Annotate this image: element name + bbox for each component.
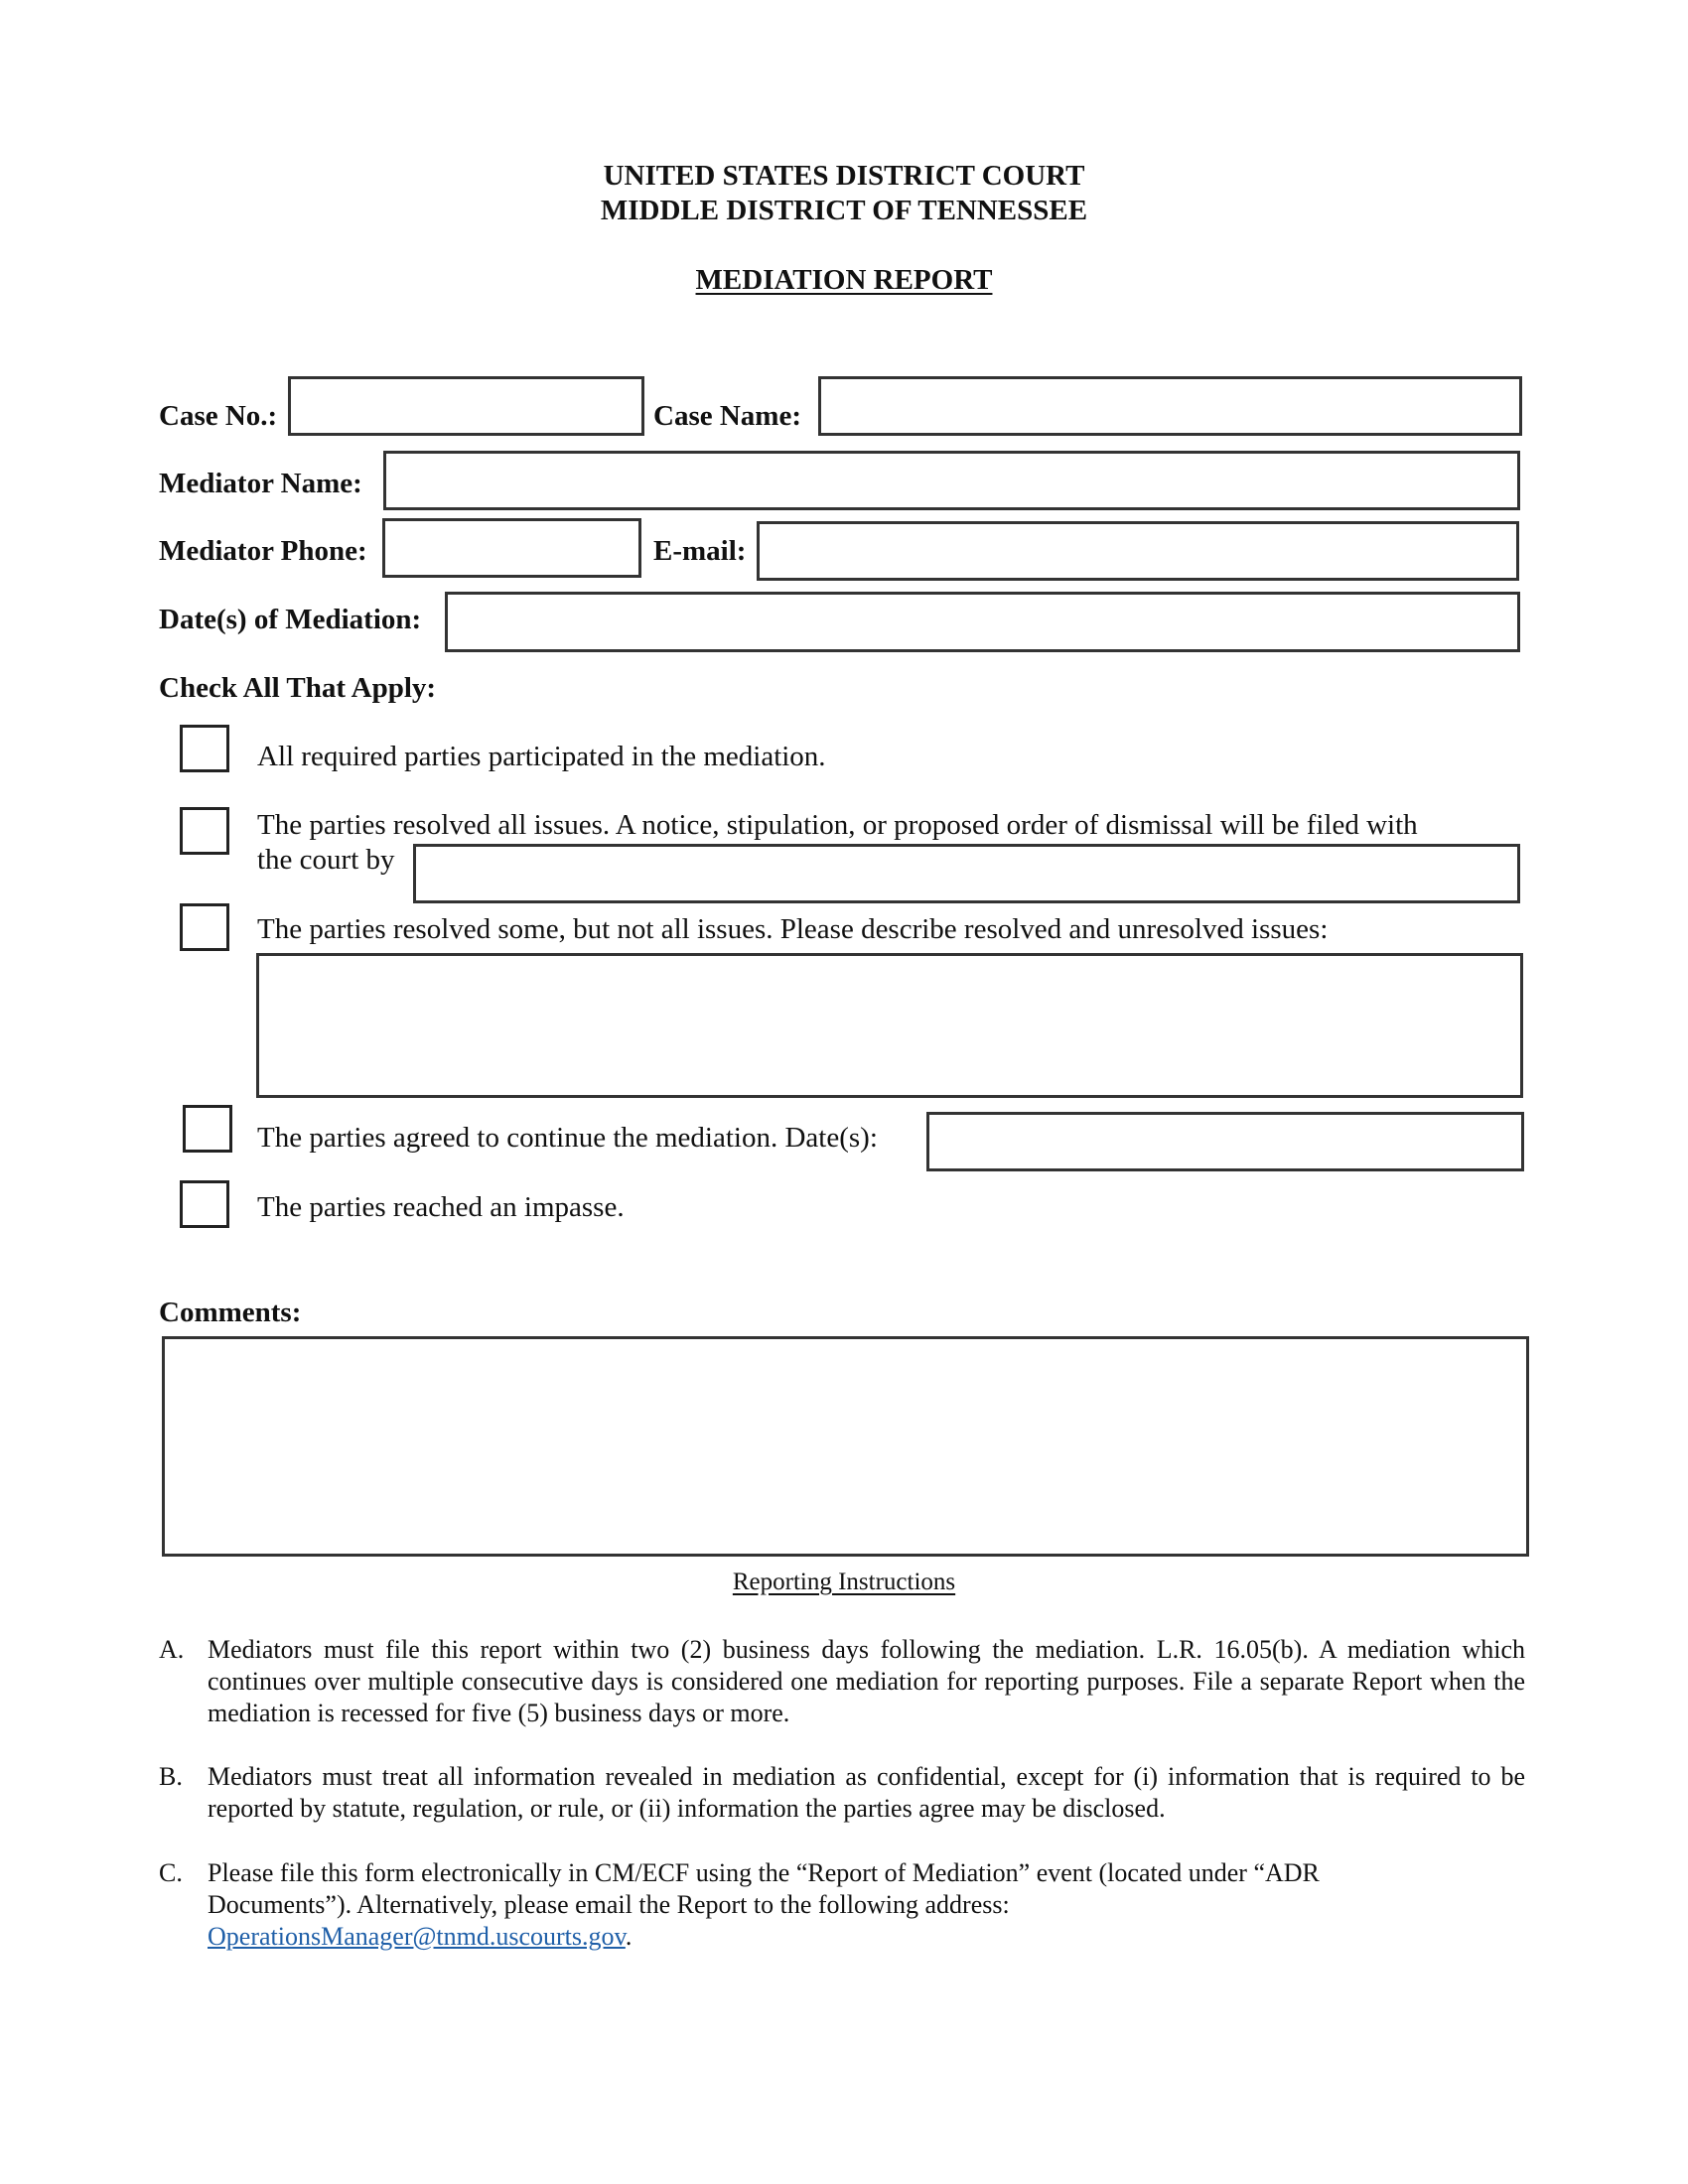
page-title [0, 263, 1688, 297]
comments-label: Comments: [159, 1297, 302, 1328]
case-name-field[interactable] [818, 376, 1522, 436]
mediator-name-label: Mediator Name: [159, 468, 362, 499]
instructions-heading: Reporting Instructions [732, 1569, 956, 1595]
checkbox-resolved-some[interactable] [180, 903, 229, 951]
option-resolved-some-text: The parties resolved some, but not all issues. Please describe resolved and unresolved issues: [257, 913, 1329, 945]
mediator-phone-label: Mediator Phone: [159, 535, 367, 567]
dates-field[interactable] [445, 592, 1520, 652]
option-continue-mediation-text: The parties agreed to continue the mediation. Date(s): [257, 1122, 878, 1154]
court-name-line1: UNITED STATES DISTRICT COURT [603, 160, 1085, 192]
mediator-name-field[interactable] [383, 451, 1520, 510]
option-all-parties-text: All required parties participated in the mediation. [257, 741, 826, 772]
instruction-c-period: . [625, 1922, 633, 1951]
dates-label: Date(s) of Mediation: [159, 604, 422, 635]
mediator-phone-field[interactable] [382, 518, 641, 578]
court-name-line2: MIDDLE DISTRICT OF TENNESSEE [600, 195, 1088, 226]
case-name-label: Case Name: [653, 400, 801, 432]
case-no-field[interactable] [288, 376, 644, 436]
instruction-c-text [208, 1857, 1399, 1953]
instruction-b-text: Mediators must treat all information revealed in mediation as confidential, except for (i) information that is required to be reported by statute, regulation, or rule, or (ii) information the parties agree may be disclosed. [208, 1762, 1525, 1823]
instruction-c-letter: C. [159, 1858, 183, 1887]
option-resolved-all-line2: the court by [257, 844, 395, 876]
case-no-label: Case No.: [159, 400, 278, 432]
continue-dates-field[interactable] [926, 1112, 1524, 1171]
instruction-a-text: Mediators must file this report within two (2) business days following the mediation. L.R. 16.05(b). A mediation which continues over multiple consecutive days is considered one mediation for reporting purposes. File a separate Report when the mediation is recessed for five (5) business days or more. [208, 1635, 1525, 1727]
issues-description-field[interactable] [256, 953, 1523, 1098]
instruction-c-body: Please file this form electronically in CM/ECF using the “Report of Mediation” event (located under “ADR Documents”). Alternatively, please email the Report to the following address: [208, 1858, 1320, 1919]
instruction-a-letter: A. [159, 1635, 185, 1664]
checkbox-resolved-all[interactable] [180, 807, 229, 855]
page-title-text: MEDIATION REPORT [695, 264, 993, 296]
checklist-heading: Check All That Apply: [159, 672, 437, 704]
email-field[interactable] [757, 521, 1519, 581]
checkbox-impasse[interactable] [180, 1180, 229, 1228]
checkbox-continue-mediation[interactable] [183, 1105, 232, 1153]
instruction-b-letter: B. [159, 1762, 183, 1791]
option-impasse-text: The parties reached an impasse. [257, 1191, 625, 1223]
comments-field[interactable] [162, 1336, 1529, 1557]
email-label: E-mail: [653, 535, 747, 567]
court-by-date-field[interactable] [413, 844, 1520, 903]
checkbox-all-parties[interactable] [180, 725, 229, 772]
operations-email-link[interactable]: OperationsManager@tnmd.uscourts.gov [208, 1922, 626, 1951]
option-resolved-all-line1: The parties resolved all issues. A notice, stipulation, or proposed order of dismissal will be filed with [257, 809, 1418, 841]
